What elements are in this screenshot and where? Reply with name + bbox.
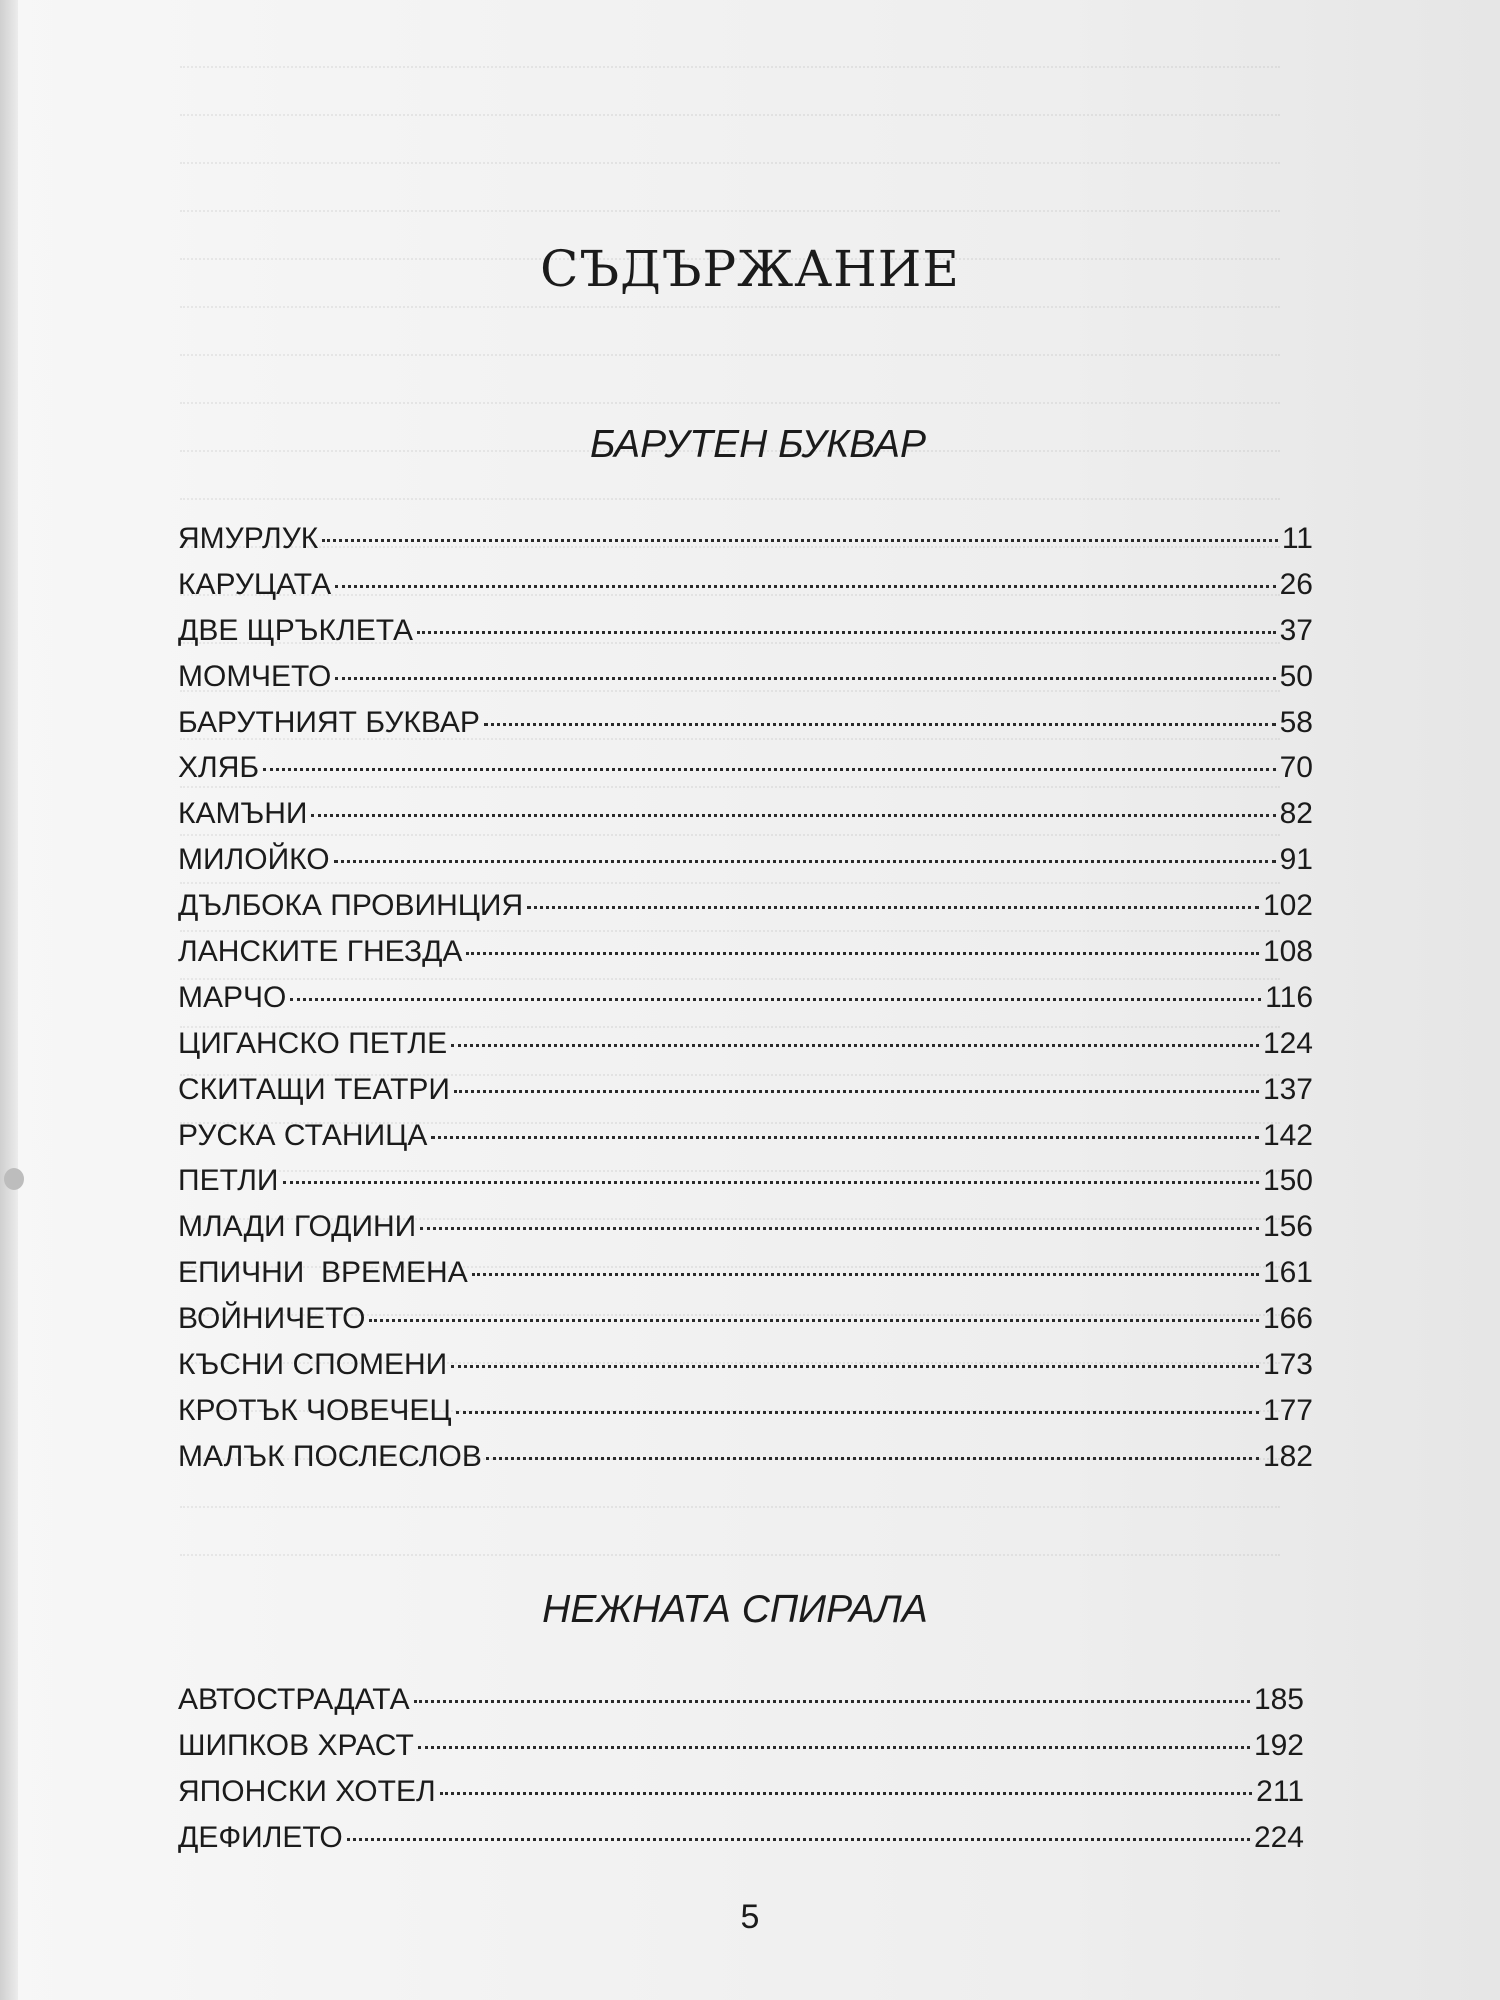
toc-entry [178,1729,1304,1775]
toc-entry [178,1821,1304,1867]
section-title: НЕЖНАТА СПИРАЛА [542,1588,928,1631]
toc-list [178,522,1313,1486]
toc-entry [178,843,1313,889]
toc-entry [178,706,1313,752]
entry-title: ВОЙНИЧЕТО [178,1302,366,1336]
dot-leader [484,723,1276,726]
entry-page: 37 [1279,613,1313,647]
dot-leader [369,1319,1258,1322]
dot-leader [486,1457,1259,1460]
entry-page: 192 [1253,1728,1304,1762]
toc-entry [178,1119,1313,1165]
toc-entry [178,1348,1313,1394]
toc-entry [178,751,1313,797]
entry-page: 156 [1262,1210,1313,1244]
entry-page: 102 [1262,889,1313,923]
page-binding-edge [0,0,18,2000]
toc-entry [178,1302,1313,1348]
entry-title: РУСКА СТАНИЦА [178,1118,428,1152]
entry-title: ЛАНСКИТЕ ГНЕЗДА [178,935,463,969]
dot-leader [414,1700,1250,1703]
toc-entry [178,1164,1313,1210]
dot-leader [440,1792,1253,1795]
dot-leader [454,1090,1259,1093]
dot-leader [334,860,1276,863]
entry-title: ЯПОНСКИ ХОТЕЛ [178,1774,436,1808]
dot-leader [420,1227,1259,1230]
dot-leader [311,814,1275,817]
entry-title: ЕПИЧНИ ВРЕМЕНА [178,1256,468,1290]
entry-page: 70 [1279,751,1313,785]
entry-title: КАРУЦАТА [178,567,332,601]
entry-page: 58 [1279,705,1313,739]
toc-entry [178,981,1313,1027]
dot-leader [417,631,1276,634]
entry-title: ШИПКОВ ХРАСТ [178,1728,414,1762]
entry-page: 173 [1262,1348,1313,1382]
dot-leader [322,539,1278,542]
toc-list [178,1683,1304,1867]
entry-title: МАЛЪК ПОСЛЕСЛОВ [178,1439,482,1473]
entry-title: ХЛЯБ [178,751,260,785]
dot-leader [431,1136,1259,1139]
dot-leader [451,1044,1259,1047]
toc-entry [178,1440,1313,1486]
dot-leader [527,906,1259,909]
entry-page: 182 [1262,1439,1313,1473]
toc-entry [178,1683,1304,1729]
dot-leader [466,952,1258,955]
toc-entry [178,889,1313,935]
entry-title: МЛАДИ ГОДИНИ [178,1210,417,1244]
entry-title: ДЪЛБОКА ПРОВИНЦИЯ [178,889,524,923]
dot-leader [283,1181,1259,1184]
entry-page: 91 [1279,843,1313,877]
binding-hole [4,1168,24,1190]
entry-title: ПЕТЛИ [178,1164,279,1198]
entry-title: БАРУТНИЯТ БУКВАР [178,705,480,739]
toc-entry [178,1210,1313,1256]
toc-entry [178,568,1313,614]
toc-entry [178,797,1313,843]
dot-leader [335,677,1275,680]
entry-page: 185 [1253,1683,1304,1716]
entry-page: 26 [1279,567,1313,601]
entry-page: 150 [1262,1164,1313,1198]
entry-page: 124 [1262,1026,1313,1060]
toc-entry [178,660,1313,706]
entry-page: 142 [1262,1118,1313,1152]
entry-title: КРОТЪК ЧОВЕЧЕЦ [178,1393,452,1427]
entry-title: МИЛОЙКО [178,843,330,877]
entry-title: ДВЕ ЩРЪКЛЕТА [178,613,414,647]
entry-title: КАМЪНИ [178,797,308,831]
entry-title: КЪСНИ СПОМЕНИ [178,1348,448,1382]
toc-entry [178,614,1313,660]
entry-page: 166 [1262,1302,1313,1336]
entry-title: ЯМУРЛУК [178,522,319,555]
page-title: СЪДЪРЖАНИЕ [540,240,960,298]
toc-entry [178,1027,1313,1073]
section-title: БАРУТЕН БУКВАР [590,423,926,466]
toc-entry [178,1775,1304,1821]
dot-leader [335,585,1276,588]
entry-page: 161 [1262,1256,1313,1290]
entry-title: МОМЧЕТО [178,659,332,693]
dot-leader [456,1411,1259,1414]
toc-entry [178,522,1313,568]
toc-entry [178,935,1313,981]
page-number: 5 [740,1898,760,1936]
entry-title: ЦИГАНСКО ПЕТЛЕ [178,1026,448,1060]
entry-title: СКИТАЩИ ТЕАТРИ [178,1072,450,1106]
toc-entry [178,1256,1313,1302]
toc-entry [178,1073,1313,1119]
dot-leader [418,1746,1250,1749]
entry-title: МАРЧО [178,980,287,1014]
entry-page: 137 [1262,1072,1313,1106]
entry-page: 82 [1279,797,1313,831]
entry-page: 11 [1281,522,1313,555]
dot-leader [263,768,1276,771]
entry-page: 108 [1262,935,1313,969]
entry-page: 116 [1265,980,1313,1014]
dot-leader [451,1365,1259,1368]
entry-page: 224 [1253,1820,1304,1854]
dot-leader [290,998,1261,1001]
entry-title: АВТОСТРАДАТА [178,1683,410,1716]
toc-entry [178,1394,1313,1440]
entry-page: 177 [1262,1393,1313,1427]
dot-leader [347,1838,1250,1841]
entry-title: ДЕФИЛЕТО [178,1820,343,1854]
dot-leader [472,1273,1259,1276]
entry-page: 211 [1256,1774,1304,1808]
entry-page: 50 [1279,659,1313,693]
